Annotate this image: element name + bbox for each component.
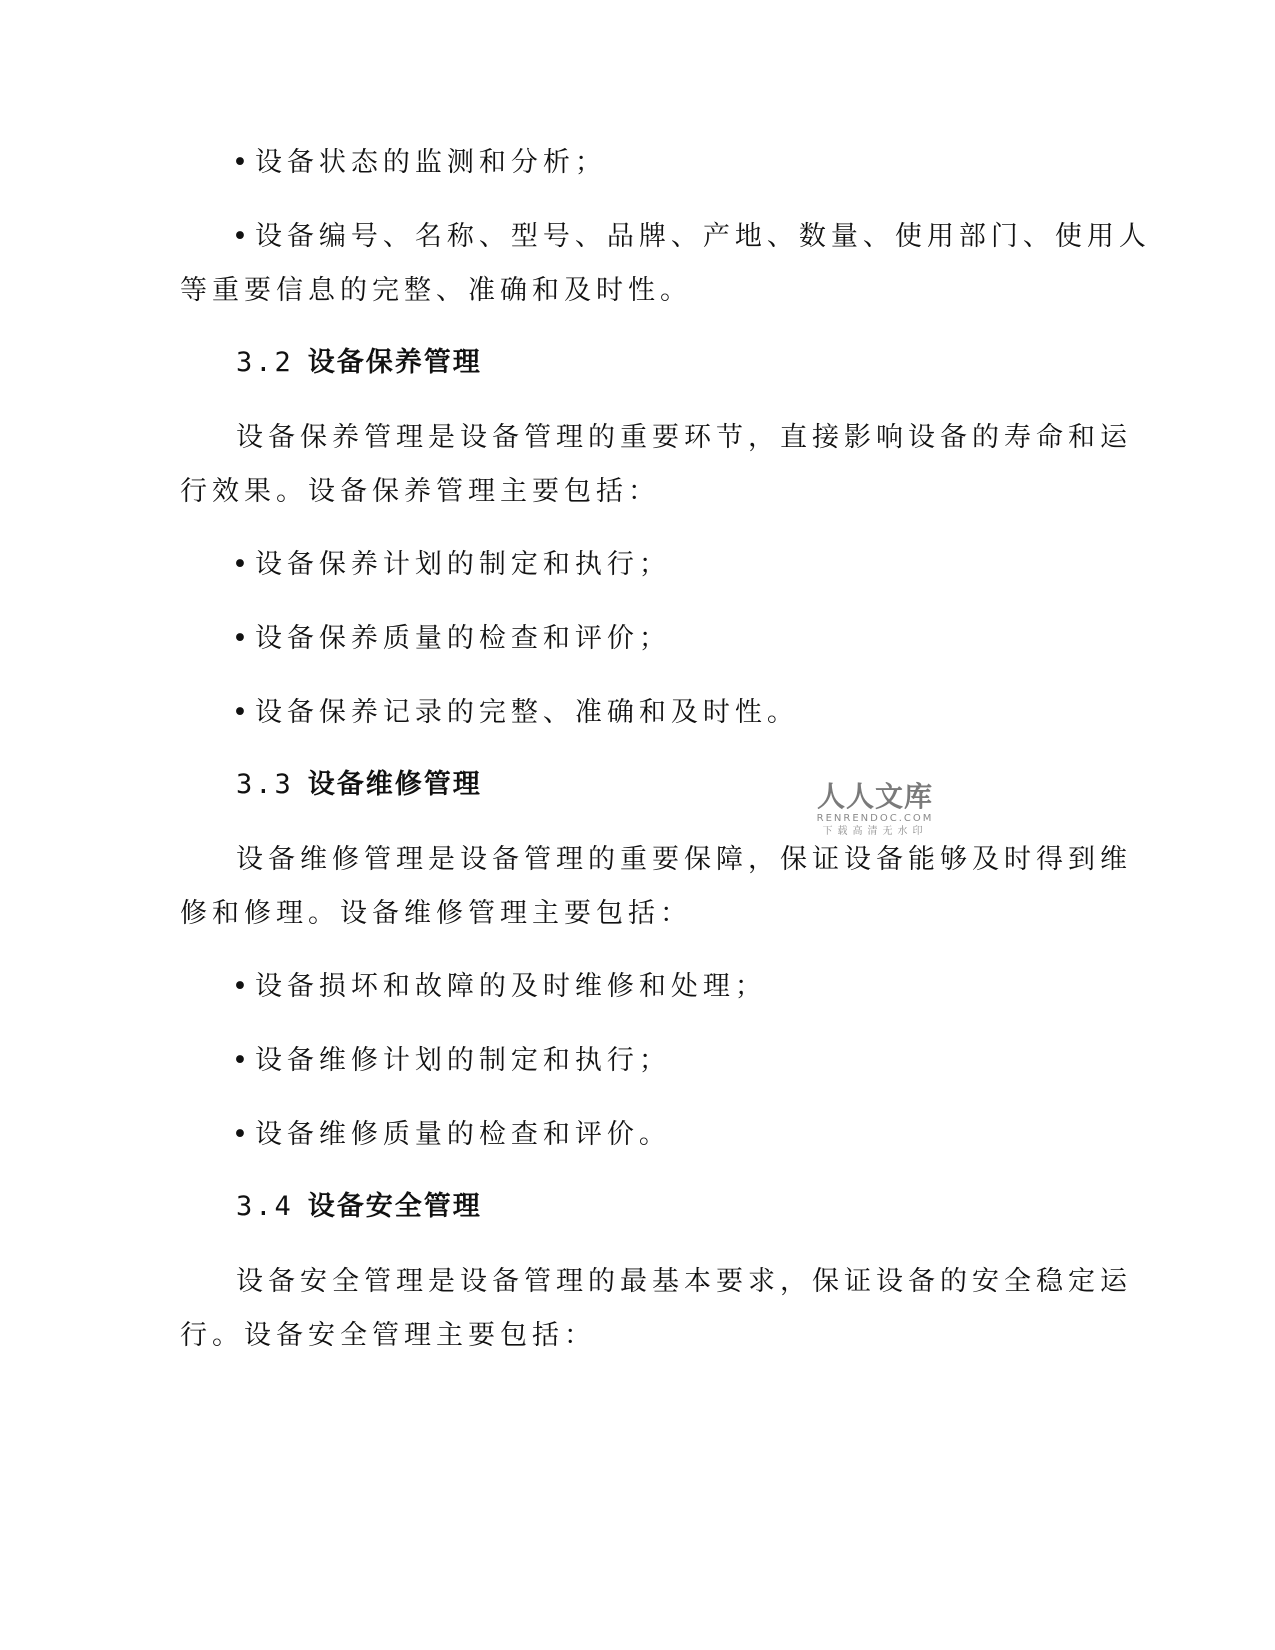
- bullet-text: 设备保养质量的检查和评价；: [254, 623, 671, 654]
- watermark-slogan: 下载高清无水印: [822, 826, 928, 837]
- section-title: 设备维修管理: [307, 769, 482, 800]
- bullet-item: [232, 1044, 671, 1078]
- bullet-text: 设备维修质量的检查和评价。: [254, 1119, 671, 1150]
- bullet-item: [232, 220, 1151, 254]
- section-number: 3.4: [236, 1191, 294, 1222]
- bullet-continuation: 等重要信息的完整、准确和及时性。: [180, 275, 692, 306]
- bullet-item: [232, 1118, 671, 1152]
- section-heading: [236, 1190, 482, 1224]
- paragraph-line: 行。设备安全管理主要包括：: [180, 1320, 596, 1351]
- bullet-item: [232, 622, 671, 656]
- section-heading: [236, 768, 482, 802]
- watermark-brand: 人人文库: [816, 780, 933, 813]
- bullet-text: 设备状态的监测和分析；: [254, 147, 607, 178]
- section-title: 设备安全管理: [307, 1191, 482, 1222]
- bullet-item: [232, 548, 671, 582]
- bullet-item: [232, 970, 767, 1004]
- watermark-domain: RENRENDOC.COM: [816, 813, 934, 824]
- section-title: 设备保养管理: [307, 347, 482, 378]
- section-heading: [236, 346, 482, 380]
- bullet-item: [232, 696, 799, 730]
- paragraph-line: 设备维修管理是设备管理的重要保障，保证设备能够及时得到维: [236, 844, 1132, 875]
- bullet-text: 设备保养计划的制定和执行；: [254, 549, 671, 580]
- watermark-logo: [810, 782, 940, 838]
- bullet-item: [232, 146, 607, 180]
- bullet-text: 设备保养记录的完整、准确和及时性。: [254, 697, 799, 728]
- section-number: 3.3: [236, 769, 294, 800]
- bullet-text: 设备维修计划的制定和执行；: [254, 1045, 671, 1076]
- paragraph-line: 修和修理。设备维修管理主要包括：: [180, 898, 692, 929]
- paragraph-line: 设备安全管理是设备管理的最基本要求，保证设备的安全稳定运: [236, 1266, 1132, 1297]
- bullet-text: 设备编号、名称、型号、品牌、产地、数量、使用部门、使用人: [254, 221, 1151, 252]
- paragraph-line: 行效果。设备保养管理主要包括：: [180, 476, 660, 507]
- bullet-text: 设备损坏和故障的及时维修和处理；: [254, 971, 767, 1002]
- section-number: 3.2: [236, 347, 294, 378]
- paragraph-line: 设备保养管理是设备管理的重要环节，直接影响设备的寿命和运: [236, 422, 1132, 453]
